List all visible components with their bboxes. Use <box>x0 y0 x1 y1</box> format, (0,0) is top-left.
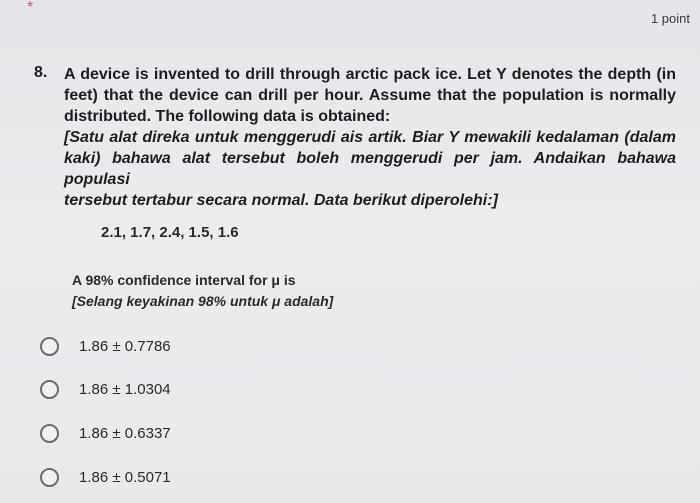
data-values: 2.1, 1.7, 2.4, 1.5, 1.6 <box>101 224 239 241</box>
confidence-interval-prompt <box>72 270 333 312</box>
prompt-malay: [Selang keyakinan 98% untuk μ adalah] <box>72 293 334 309</box>
question-line-4: [Satu alat direka untuk menggerudi ais artik. Biar Y mewakili kedalaman (dalam <box>64 129 676 146</box>
question-text <box>64 64 676 211</box>
question-line-2: feet) that the device can drill per hour. Assume that the population is normally <box>64 87 676 104</box>
option-label: 1.86 ± 0.6337 <box>79 424 171 442</box>
prompt-english: A 98% confidence interval for μ is <box>72 272 296 288</box>
option-3[interactable] <box>40 420 171 446</box>
option-1[interactable] <box>40 333 171 359</box>
radio-button[interactable] <box>40 337 59 356</box>
option-label: 1.86 ± 1.0304 <box>79 380 171 398</box>
points-label: 1 point <box>650 11 690 26</box>
option-2[interactable] <box>40 376 171 402</box>
radio-button[interactable] <box>40 380 59 399</box>
radio-button[interactable] <box>40 468 59 487</box>
option-label: 1.86 ± 0.5071 <box>79 468 171 486</box>
question-line-1: A device is invented to drill through arctic pack ice. Let Y denotes the depth (in <box>64 66 676 83</box>
question-line-6: tersebut tertabur secara normal. Data berikut diperolehi:] <box>64 192 498 209</box>
question-line-5: kaki) bahawa alat tersebut boleh menggerudi per jam. Andaikan bahawa populasi <box>64 150 676 188</box>
required-asterisk: * <box>27 0 34 16</box>
radio-button[interactable] <box>40 424 59 443</box>
question-number: 8. <box>34 64 48 81</box>
option-label: 1.86 ± 0.7786 <box>79 337 171 355</box>
question-line-3: distributed. The following data is obtained: <box>64 108 391 125</box>
option-4[interactable] <box>40 464 171 490</box>
